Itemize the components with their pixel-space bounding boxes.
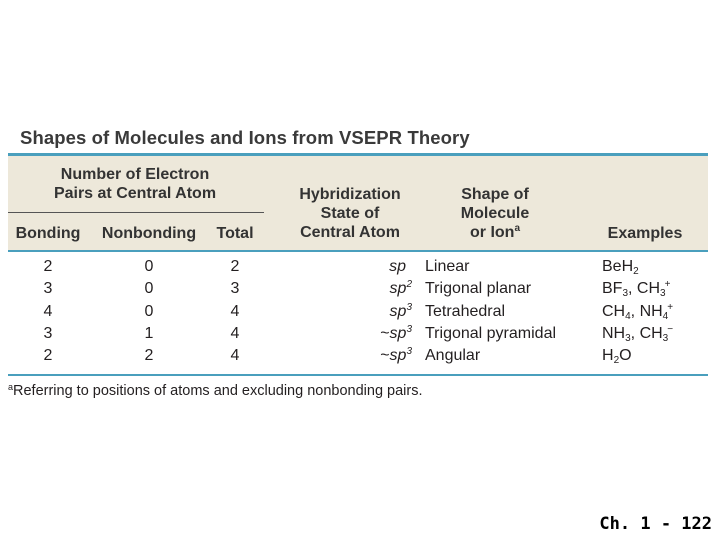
cell-hybridization bbox=[300, 323, 412, 345]
hyb-superscript: 3 bbox=[406, 323, 412, 335]
hyb-prefix: ~ bbox=[380, 324, 390, 342]
header-shape-line1: Shape of bbox=[461, 186, 529, 203]
example-text: BeH bbox=[602, 258, 634, 275]
header-hyb-line3: Central Atom bbox=[300, 224, 400, 241]
example-subscript: 4 bbox=[625, 310, 631, 322]
footnote-marker: a bbox=[8, 382, 14, 392]
header-hybridization bbox=[280, 185, 420, 242]
header-bonding: Bonding bbox=[15, 225, 81, 242]
cell-nonbonding: 0 bbox=[144, 302, 154, 320]
cell-nonbonding: 2 bbox=[144, 347, 154, 365]
cell-examples bbox=[602, 345, 712, 367]
hyb-base: sp bbox=[389, 280, 407, 298]
example-subscript: 3 bbox=[660, 288, 666, 300]
hyb-superscript: 3 bbox=[406, 301, 412, 313]
example-text: CH bbox=[602, 302, 626, 320]
example-text: , CH bbox=[628, 280, 661, 298]
cell-shape: Linear bbox=[425, 258, 470, 275]
cell-examples bbox=[602, 301, 712, 323]
cell-bonding: 3 bbox=[43, 324, 53, 342]
example-superscript: + bbox=[664, 279, 671, 291]
header-shape-line3: or Ion$^a$ bbox=[470, 223, 520, 241]
example-subscript: 3 bbox=[625, 332, 631, 344]
cell-shape: Tetrahedral bbox=[425, 302, 506, 320]
example-subscript: 2 bbox=[633, 266, 639, 277]
header-total: Total bbox=[216, 225, 254, 242]
header-hyb-line2: State of bbox=[320, 205, 380, 222]
cell-total: 3 bbox=[230, 280, 240, 298]
cell-examples bbox=[602, 323, 712, 345]
footnote bbox=[8, 383, 423, 399]
slide-number: Ch. 1 - 122 bbox=[599, 514, 712, 534]
hyb-base: sp bbox=[389, 324, 407, 342]
cell-nonbonding: 1 bbox=[144, 324, 154, 342]
cell-nonbonding: 0 bbox=[144, 258, 154, 275]
cell-bonding: 2 bbox=[43, 258, 53, 275]
cell-hybridization bbox=[300, 301, 412, 323]
cell-hybridization bbox=[300, 278, 412, 300]
example-text: , CH bbox=[630, 324, 663, 342]
example-superscript: + bbox=[667, 301, 674, 313]
cell-examples bbox=[602, 278, 712, 300]
bottom-rule bbox=[8, 374, 708, 376]
cell-shape: Trigonal pyramidal bbox=[425, 324, 557, 342]
example-text: H bbox=[602, 347, 614, 365]
example-superscript: − bbox=[667, 323, 674, 335]
cell-bonding: 2 bbox=[43, 347, 53, 365]
example-subscript: 4 bbox=[662, 310, 669, 322]
group-header-rule bbox=[8, 212, 264, 213]
example-text: O bbox=[619, 347, 632, 365]
header-bottom-rule bbox=[8, 250, 708, 252]
hyb-base: sp bbox=[389, 302, 407, 320]
cell-bonding: 4 bbox=[43, 302, 53, 320]
cell-hybridization bbox=[300, 256, 412, 278]
header-examples: Examples bbox=[607, 225, 683, 242]
example-subscript: 2 bbox=[613, 355, 620, 367]
header-group-line1: Number of Electron bbox=[60, 166, 210, 183]
cell-bonding: 3 bbox=[43, 280, 53, 298]
hyb-base: sp bbox=[389, 347, 407, 365]
header-shape bbox=[430, 185, 560, 242]
header-group bbox=[30, 165, 240, 203]
cell-shape: Trigonal planar bbox=[425, 280, 532, 298]
header-group-line2: Pairs at Central Atom bbox=[53, 185, 217, 202]
cell-total: 2 bbox=[230, 258, 240, 275]
cell-examples bbox=[602, 256, 712, 278]
cell-hybridization bbox=[300, 345, 412, 367]
cell-total: 4 bbox=[230, 347, 240, 365]
hyb-base: sp bbox=[389, 258, 406, 275]
header-nonbonding: Nonbonding bbox=[101, 225, 197, 242]
cell-total: 4 bbox=[230, 302, 240, 320]
hyb-prefix: ~ bbox=[380, 347, 390, 365]
example-text: NH bbox=[602, 324, 626, 342]
example-subscript: 3 bbox=[622, 288, 629, 300]
header-shape-line2: Molecule bbox=[460, 205, 530, 222]
example-subscript: 3 bbox=[662, 332, 669, 344]
cell-nonbonding: 0 bbox=[144, 280, 154, 298]
table-title: Shapes of Molecules and Ions from VSEPR Theory bbox=[20, 127, 470, 148]
cell-total: 4 bbox=[230, 324, 240, 342]
example-text: , NH bbox=[630, 302, 663, 320]
header-hyb-line1: Hybridization bbox=[299, 186, 401, 203]
example-text: BF bbox=[602, 280, 623, 298]
hyb-superscript: 3 bbox=[406, 346, 412, 358]
cell-shape: Angular bbox=[425, 347, 481, 365]
footnote-text: Referring to positions of atoms and excluding nonbonding pairs. bbox=[13, 383, 423, 399]
hyb-superscript: 2 bbox=[406, 279, 412, 291]
